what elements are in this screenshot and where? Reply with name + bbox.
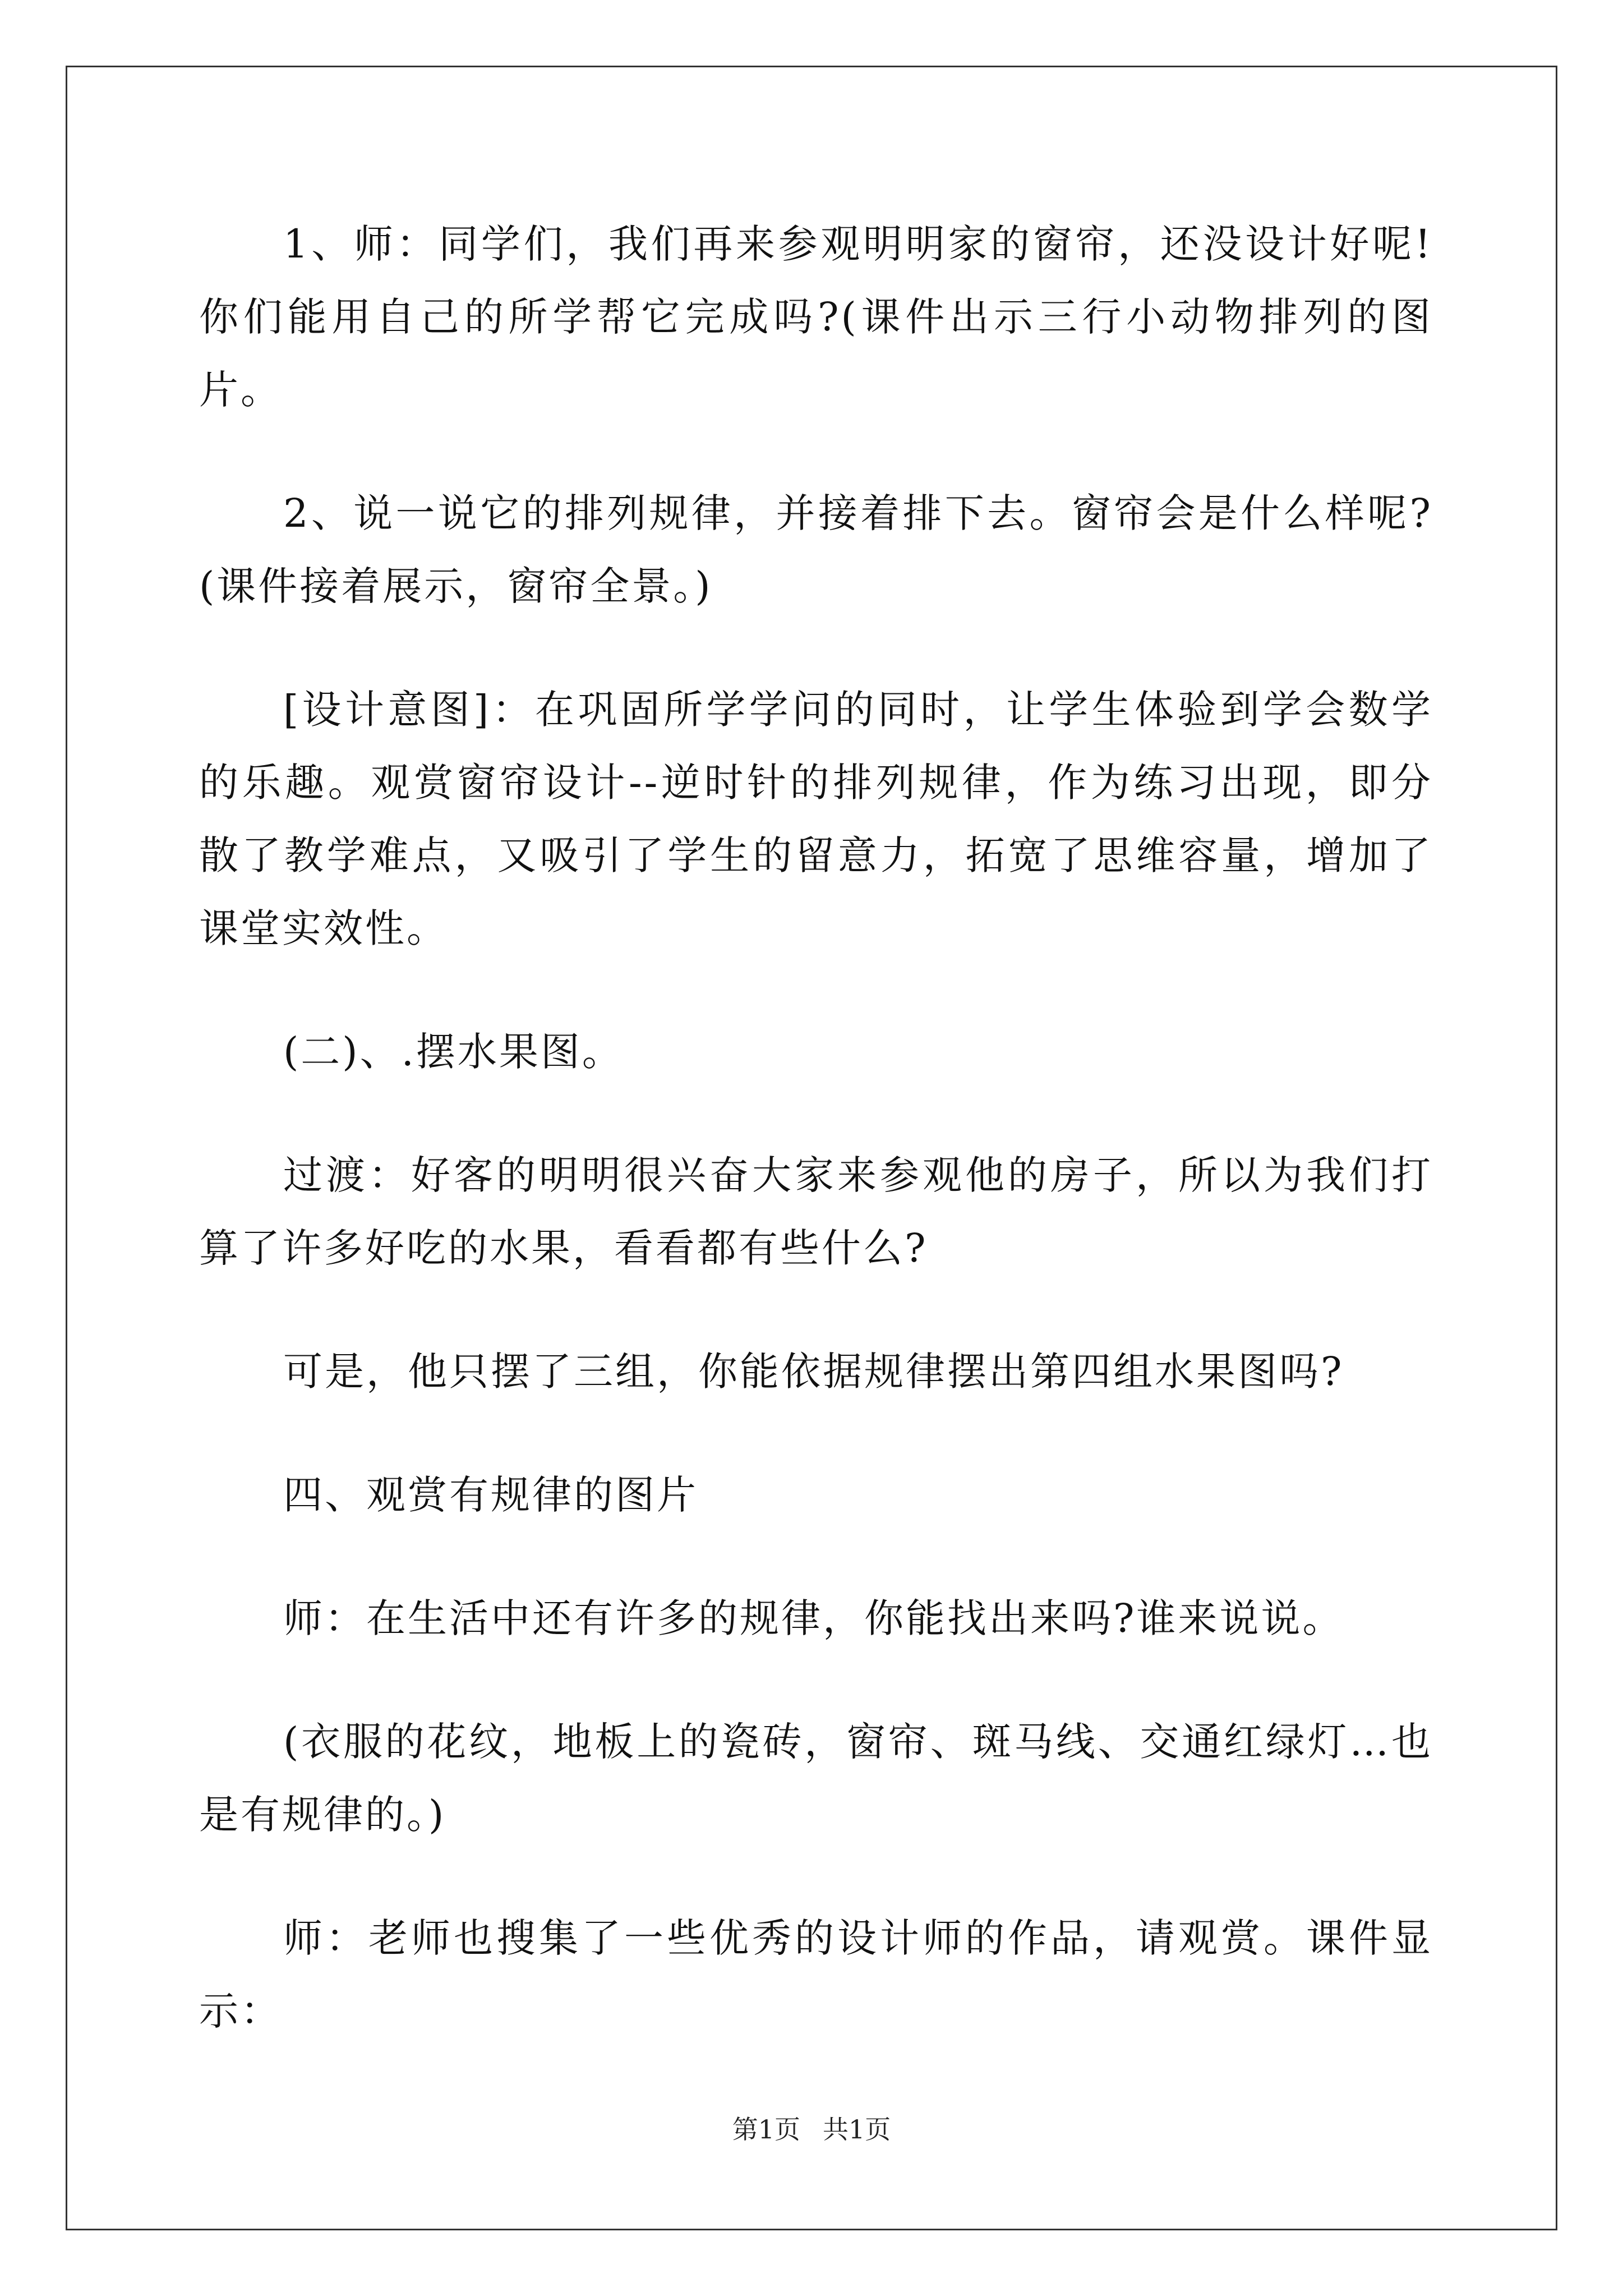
page-footer (0, 2109, 1623, 2146)
paragraph: [设计意图]：在巩固所学学问的同时，让学生体验到学会数学的乐趣。观赏窗帘设计--逆时针的排列规律，作为练习出现，即分散了教学难点，又吸引了学生的留意力，拓宽了思维容量，增加了课堂实效性。 (199, 687, 1433, 951)
paragraph: 四、观赏有规律的图片 (283, 1472, 698, 1518)
paragraph: 2、说一说它的排列规律，并接着排下去。窗帘会是什么样呢?(课件接着展示，窗帘全景。) (199, 490, 1433, 609)
paragraph: 过渡：好客的明明很兴奋大家来参观他的房子，所以为我们打算了许多好吃的水果，看看都有些什么? (199, 1152, 1433, 1271)
paragraph: 可是，他只摆了三组，你能依据规律摆出第四组水果图吗? (283, 1349, 1344, 1395)
paragraph: (衣服的花纹，地板上的瓷砖，窗帘、斑马线、交通红绿灯…也是有规律的。) (199, 1719, 1433, 1838)
paragraph: (二)、.摆水果图。 (283, 1029, 624, 1075)
paragraph: 1、师：同学们，我们再来参观明明家的窗帘，还没设计好呢!你们能用自己的所学帮它完成吗?(课件出示三行小动物排列的图片。 (199, 221, 1433, 413)
page-number: 第1页 (732, 2114, 800, 2145)
document-body (199, 208, 1433, 2098)
paragraph: 师：老师也搜集了一些优秀的设计师的作品，请观赏。课件显示： (199, 1915, 1433, 2034)
page-total: 共1页 (823, 2114, 891, 2145)
paragraph: 师：在生活中还有许多的规律，你能找出来吗?谁来说说。 (283, 1595, 1344, 1641)
